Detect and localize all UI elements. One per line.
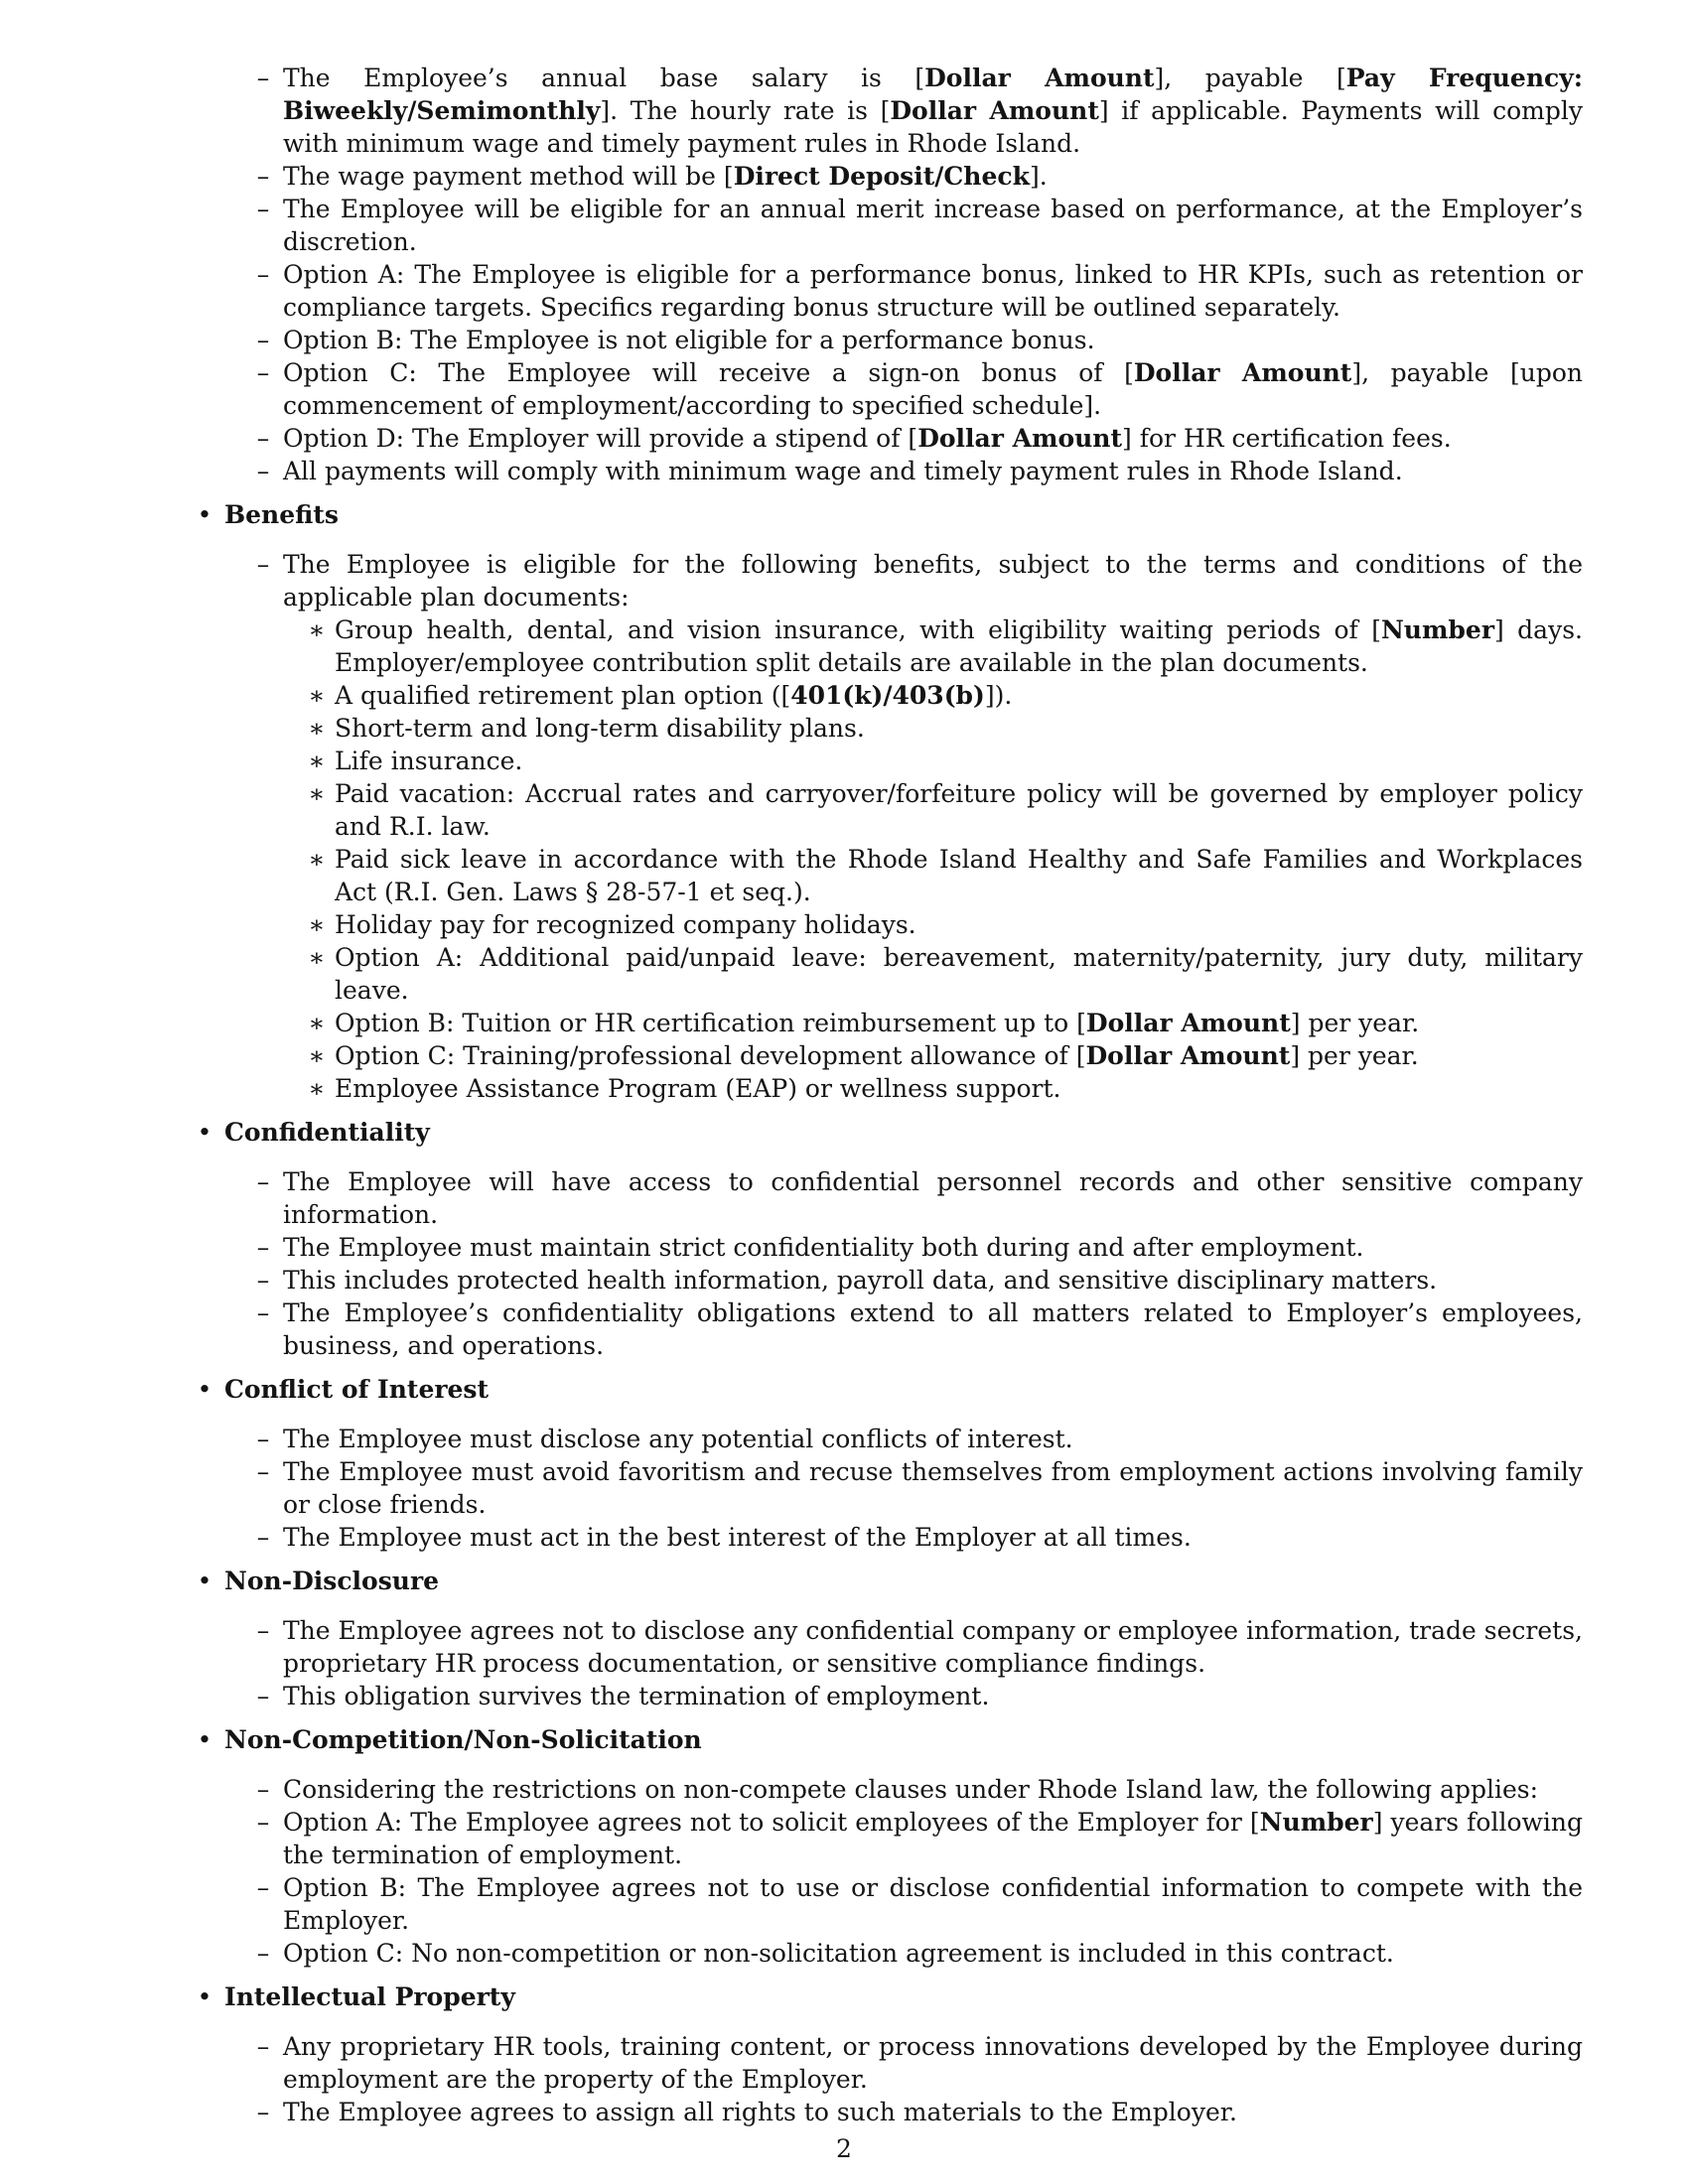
item-text: The Employee’s annual base salary is [Dollar Amount], payable [Pay Frequency: Biweekly/Semimonthly]. The hourly rate is [Dollar Amount] if applicable. Payments will comply with minimum wage and timely payment rules in Rhode Island. <box>283 64 1583 158</box>
list-item <box>224 193 1583 258</box>
item-text: The Employee must act in the best interest of the Employer at all times. <box>283 1523 1192 1552</box>
sub-item-text: Group health, dental, and vision insurance, with eligibility waiting periods of [Number] days. Employer/employee contribution split details are available in the plan documents. <box>335 615 1583 677</box>
bullet-marker: • <box>197 1982 212 2011</box>
item-text: The Employee agrees to assign all rights to such materials to the Employer. <box>283 2098 1237 2126</box>
list-item <box>224 2096 1583 2128</box>
sub-item-text: Paid vacation: Accrual rates and carryover/forfeiture policy will be governed by employer policy and R.I. law. <box>335 779 1583 841</box>
list-item <box>224 324 1583 356</box>
section-title: Confidentiality <box>224 1118 430 1147</box>
compensation-list <box>224 62 1583 487</box>
sub-list <box>283 614 1583 1105</box>
item-text: The Employee is eligible for the following benefits, subject to the terms and conditions of the applicable plan documents: <box>283 550 1583 612</box>
item-text: The Employee must maintain strict confidentiality both during and after employment. <box>283 1233 1364 1262</box>
sub-item-text: Short-term and long-term disability plans. <box>335 714 865 743</box>
section-items <box>224 1423 1583 1554</box>
section-items <box>224 2030 1583 2128</box>
item-text: Option B: The Employee is not eligible for a performance bonus. <box>283 326 1095 354</box>
section-items <box>224 1614 1583 1712</box>
list-item <box>224 356 1583 422</box>
dash-marker: – <box>256 1425 270 1453</box>
dash-marker: – <box>256 326 270 354</box>
list-item <box>224 62 1583 160</box>
list-item <box>224 1165 1583 1231</box>
star-marker: ∗ <box>308 747 326 775</box>
sub-item-text: Paid sick leave in accordance with the Rhode Island Healthy and Safe Families and Workplaces Act (R.I. Gen. Laws § 28-57-1 et seq.). <box>335 845 1583 906</box>
bullet-marker: • <box>197 1375 212 1404</box>
list-item <box>224 1423 1583 1455</box>
document-body <box>197 62 1583 2128</box>
star-marker: ∗ <box>308 681 326 710</box>
item-text: Considering the restrictions on non-compete clauses under Rhode Island law, the following applies: <box>283 1775 1539 1804</box>
sub-list-item <box>224 614 1583 679</box>
star-marker: ∗ <box>308 910 326 939</box>
dash-marker: – <box>256 550 270 579</box>
item-text: Option A: The Employee is eligible for a performance bonus, linked to HR KPIs, such as retention or compliance targets. Specifics regarding bonus structure will be outlined separately. <box>283 260 1583 322</box>
item-text: Option C: No non-competition or non-solicitation agreement is included in this contract. <box>283 1939 1394 1968</box>
dash-marker: – <box>256 195 270 223</box>
section-items <box>224 1773 1583 1970</box>
dash-marker: – <box>256 1523 270 1552</box>
item-text: Any proprietary HR tools, training content, or process innovations developed by the Employee during employment are the property of the Employer. <box>283 2032 1583 2094</box>
item-text: The Employee must avoid favoritism and recuse themselves from employment actions involving family or close friends. <box>283 1457 1583 1519</box>
star-marker: ∗ <box>308 615 326 644</box>
item-text: Option B: The Employee agrees not to use or disclose confidential information to compete with the Employer. <box>283 1873 1583 1935</box>
section-intellectual-property <box>197 1980 1583 2128</box>
item-text: The Employee must disclose any potential conflicts of interest. <box>283 1425 1073 1453</box>
dash-marker: – <box>256 2098 270 2126</box>
sub-list-item <box>224 679 1583 712</box>
star-marker: ∗ <box>308 779 326 808</box>
sub-item-text: A qualified retirement plan option ([401(k)/403(b)]). <box>335 681 1013 710</box>
section-list <box>197 498 1583 2128</box>
item-text: The wage payment method will be [Direct Deposit/Check]. <box>283 162 1048 191</box>
section-title: Benefits <box>224 500 339 529</box>
list-item <box>224 1680 1583 1712</box>
dash-marker: – <box>256 64 270 92</box>
item-text: The Employee’s confidentiality obligations extend to all matters related to Employer’s employees, business, and operations. <box>283 1298 1583 1360</box>
list-item <box>224 1937 1583 1970</box>
list-item <box>224 1773 1583 1806</box>
dash-marker: – <box>256 1939 270 1968</box>
item-text: Option A: The Employee agrees not to solicit employees of the Employer for [Number] years following the termination of employment. <box>283 1808 1583 1869</box>
dash-marker: – <box>256 1682 270 1710</box>
sub-item-text: Employee Assistance Program (EAP) or wellness support. <box>335 1074 1061 1103</box>
item-text: This obligation survives the termination of employment. <box>283 1682 990 1710</box>
star-marker: ∗ <box>308 1009 326 1037</box>
sub-item-text: Option A: Additional paid/unpaid leave: bereavement, maternity/paternity, jury duty, military leave. <box>335 943 1583 1005</box>
dash-marker: – <box>256 1775 270 1804</box>
dash-marker: – <box>256 1233 270 1262</box>
star-marker: ∗ <box>308 1041 326 1070</box>
section-title: Non-Disclosure <box>224 1567 440 1595</box>
bullet-marker: • <box>197 1567 212 1595</box>
sub-item-text: Option B: Tuition or HR certification reimbursement up to [Dollar Amount] per year. <box>335 1009 1420 1037</box>
section-title: Non-Competition/Non-Solicitation <box>224 1725 702 1754</box>
item-text: Option C: The Employee will receive a sign-on bonus of [Dollar Amount], payable [upon commencement of employment/according to specified schedule]. <box>283 358 1583 420</box>
sub-list-item <box>224 712 1583 745</box>
list-item <box>224 455 1583 487</box>
list-item <box>224 1455 1583 1521</box>
list-item <box>224 2030 1583 2096</box>
item-text: The Employee will be eligible for an annual merit increase based on performance, at the Employer’s discretion. <box>283 195 1583 256</box>
dash-marker: – <box>256 1266 270 1295</box>
list-item <box>224 160 1583 193</box>
star-marker: ∗ <box>308 845 326 874</box>
dash-marker: – <box>256 162 270 191</box>
list-item <box>224 548 1583 1105</box>
list-item <box>224 422 1583 455</box>
dash-marker: – <box>256 1808 270 1837</box>
dash-marker: – <box>256 424 270 453</box>
sub-list-item <box>224 777 1583 843</box>
star-marker: ∗ <box>308 1074 326 1103</box>
sub-list-item <box>224 908 1583 941</box>
dash-marker: – <box>256 1298 270 1327</box>
list-item <box>224 1231 1583 1264</box>
list-item <box>224 1614 1583 1680</box>
item-text: All payments will comply with minimum wage and timely payment rules in Rhode Island. <box>283 457 1403 485</box>
item-text: Option D: The Employer will provide a stipend of [Dollar Amount] for HR certification fees. <box>283 424 1452 453</box>
dash-marker: – <box>256 1167 270 1196</box>
list-item <box>224 1521 1583 1554</box>
section-items <box>224 548 1583 1105</box>
star-marker: ∗ <box>308 943 326 972</box>
list-item <box>224 1264 1583 1297</box>
dash-marker: – <box>256 457 270 485</box>
list-item <box>224 1871 1583 1937</box>
bullet-marker: • <box>197 1725 212 1754</box>
item-text: This includes protected health information, payroll data, and sensitive disciplinary matters. <box>283 1266 1438 1295</box>
dash-marker: – <box>256 1457 270 1486</box>
list-item <box>224 1297 1583 1362</box>
section-title: Conflict of Interest <box>224 1375 490 1404</box>
sub-list-item <box>224 941 1583 1007</box>
sub-list-item <box>224 1072 1583 1105</box>
sub-list-item <box>224 745 1583 777</box>
star-marker: ∗ <box>308 714 326 743</box>
sub-list-item <box>224 1039 1583 1072</box>
item-text: The Employee agrees not to disclose any confidential company or employee information, trade secrets, proprietary HR process documentation, or sensitive compliance findings. <box>283 1616 1583 1678</box>
section-benefits <box>197 498 1583 1105</box>
section-non-competition-non-solicitation <box>197 1723 1583 1970</box>
dash-marker: – <box>256 1873 270 1902</box>
dash-marker: – <box>256 2032 270 2061</box>
page-number: 2 <box>836 2134 852 2163</box>
section-conflict-of-interest <box>197 1373 1583 1554</box>
section-items <box>224 1165 1583 1362</box>
bullet-marker: • <box>197 500 212 529</box>
section-non-disclosure <box>197 1565 1583 1712</box>
list-item <box>224 1806 1583 1871</box>
sub-item-text: Holiday pay for recognized company holidays. <box>335 910 916 939</box>
item-text: The Employee will have access to confidential personnel records and other sensitive company information. <box>283 1167 1583 1229</box>
section-title: Intellectual Property <box>224 1982 515 2011</box>
sub-list-item <box>224 1007 1583 1039</box>
sub-list-item <box>224 843 1583 908</box>
bullet-marker: • <box>197 1118 212 1147</box>
section-confidentiality <box>197 1116 1583 1362</box>
dash-marker: – <box>256 358 270 387</box>
sub-item-text: Life insurance. <box>335 747 523 775</box>
sub-item-text: Option C: Training/professional development allowance of [Dollar Amount] per year. <box>335 1041 1419 1070</box>
dash-marker: – <box>256 1616 270 1645</box>
list-item <box>224 258 1583 324</box>
dash-marker: – <box>256 260 270 289</box>
